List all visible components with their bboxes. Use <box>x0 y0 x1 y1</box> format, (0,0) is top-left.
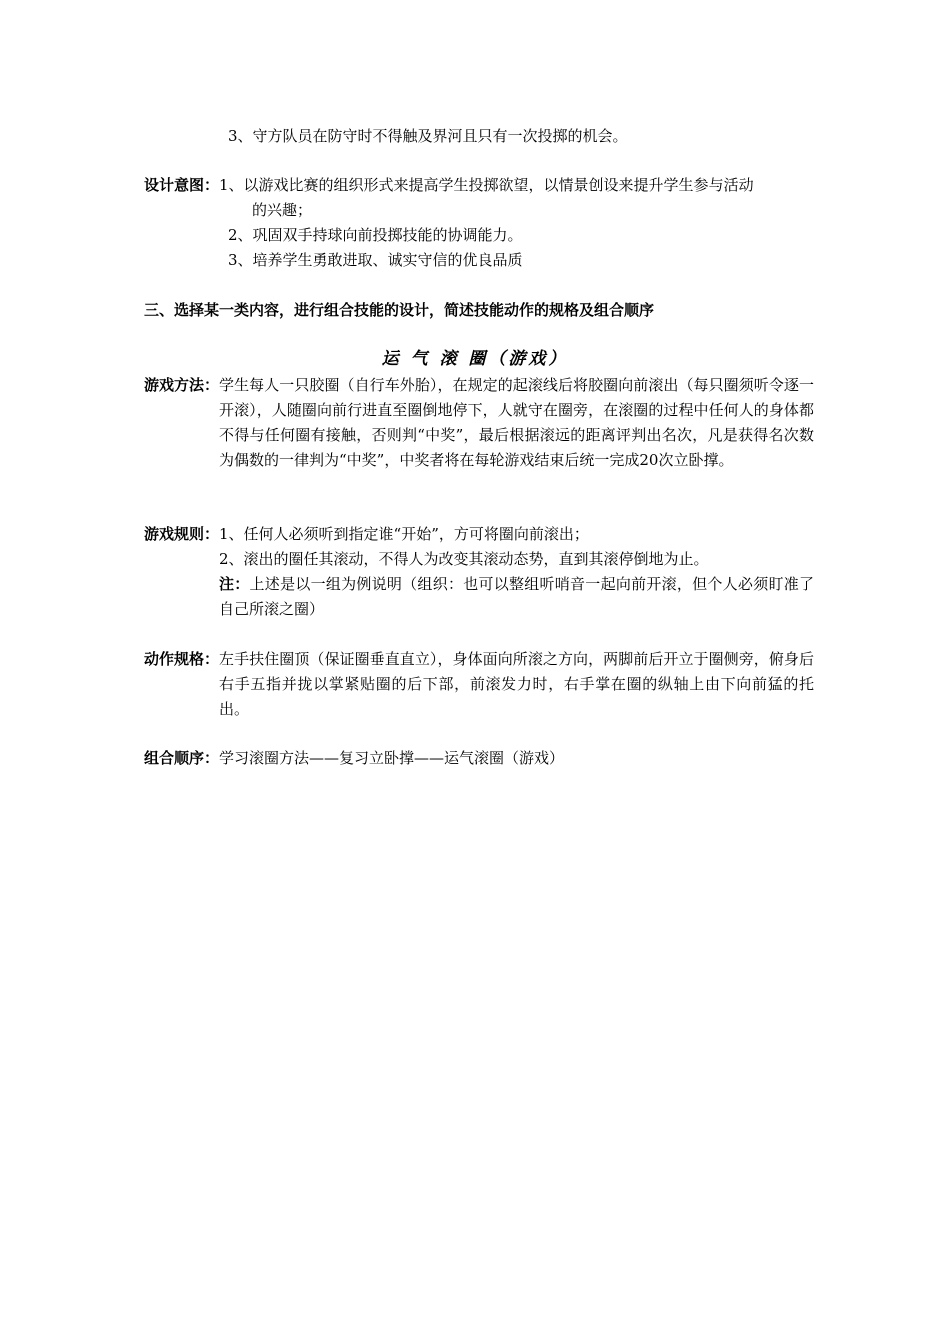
defense-rule-line: 3、守方队员在防守时不得触及界河且只有一次投掷的机会。 <box>228 127 628 145</box>
combination-order-row <box>144 746 814 771</box>
design-intent-section <box>144 173 814 273</box>
action-spec-text: 左手扶住圈顶（保证圈垂直直立），身体面向所滚之方向，两脚前后开立于圈侧旁，俯身后右手五指并拢以掌紧贴圈的后下部，前滚发力时，右手掌在圈的纵轴上由下向前猛的托出。 <box>219 650 814 718</box>
game-method-row <box>144 373 814 473</box>
game-rules-note-row <box>144 572 814 622</box>
game-rules-label: 游戏规则： <box>144 525 220 543</box>
game-method-label: 游戏方法： <box>144 376 220 394</box>
design-intent-item-1-cont: 的兴趣； <box>252 201 313 219</box>
game-rules-row-2 <box>144 547 814 572</box>
action-spec-label: 动作规格： <box>144 650 220 668</box>
section-three-heading: 三、选择某一类内容，进行组合技能的设计，简述技能动作的规格及组合顺序 <box>144 301 655 319</box>
action-spec-section <box>144 647 814 722</box>
game-method-section <box>144 373 814 473</box>
combination-order-text: 学习滚圈方法——复习立卧撑——运气滚圈（游戏） <box>219 749 565 767</box>
game-rules-section <box>144 522 814 622</box>
design-intent-row-1 <box>144 173 814 198</box>
game-title: 运 气 滚 圈（游戏） <box>381 349 569 369</box>
design-intent-item-1: 1、以游戏比赛的组织形式来提高学生投掷欲望，以情景创设来提升学生参与活动 <box>219 176 754 194</box>
design-intent-item-3: 3、培养学生勇敢进取、诚实守信的优良品质 <box>228 251 523 269</box>
game-rule-2: 2、滚出的圈任其滚动，不得人为改变其滚动态势，直到其滚停倒地为止。 <box>219 550 709 568</box>
design-intent-item-2: 2、巩固双手持球向前投掷技能的协调能力。 <box>228 226 523 244</box>
game-rules-note <box>219 572 814 622</box>
game-rules-row-1 <box>144 522 814 547</box>
game-rule-1: 1、任何人必须听到指定谁“开始”，方可将圈向前滚出； <box>219 525 589 543</box>
design-intent-label: 设计意图： <box>144 176 220 194</box>
note-text: 上述是以一组为例说明（组织：也可以整组听哨音一起向前开滚，但个人必须盯准了自己所滚之圈） <box>219 575 814 618</box>
combination-order-label: 组合顺序： <box>144 749 220 767</box>
combination-order-section <box>144 746 814 771</box>
note-label: 注： <box>219 575 250 593</box>
game-method-text: 学生每人一只胶圈（自行车外胎），在规定的起滚线后将胶圈向前滚出（每只圈须听令逐一开滚），人随圈向前行进直至圈倒地停下，人就守在圈旁，在滚圈的过程中任何人的身体都不得与任何圈有接触，否则判“中奖”，最后根据滚远的距离评判出名次，凡是获得名次数为偶数的一律判为“中奖”，中奖者将在每轮游戏结束后统一完成20次立卧撑。 <box>219 376 814 469</box>
action-spec-row <box>144 647 814 722</box>
